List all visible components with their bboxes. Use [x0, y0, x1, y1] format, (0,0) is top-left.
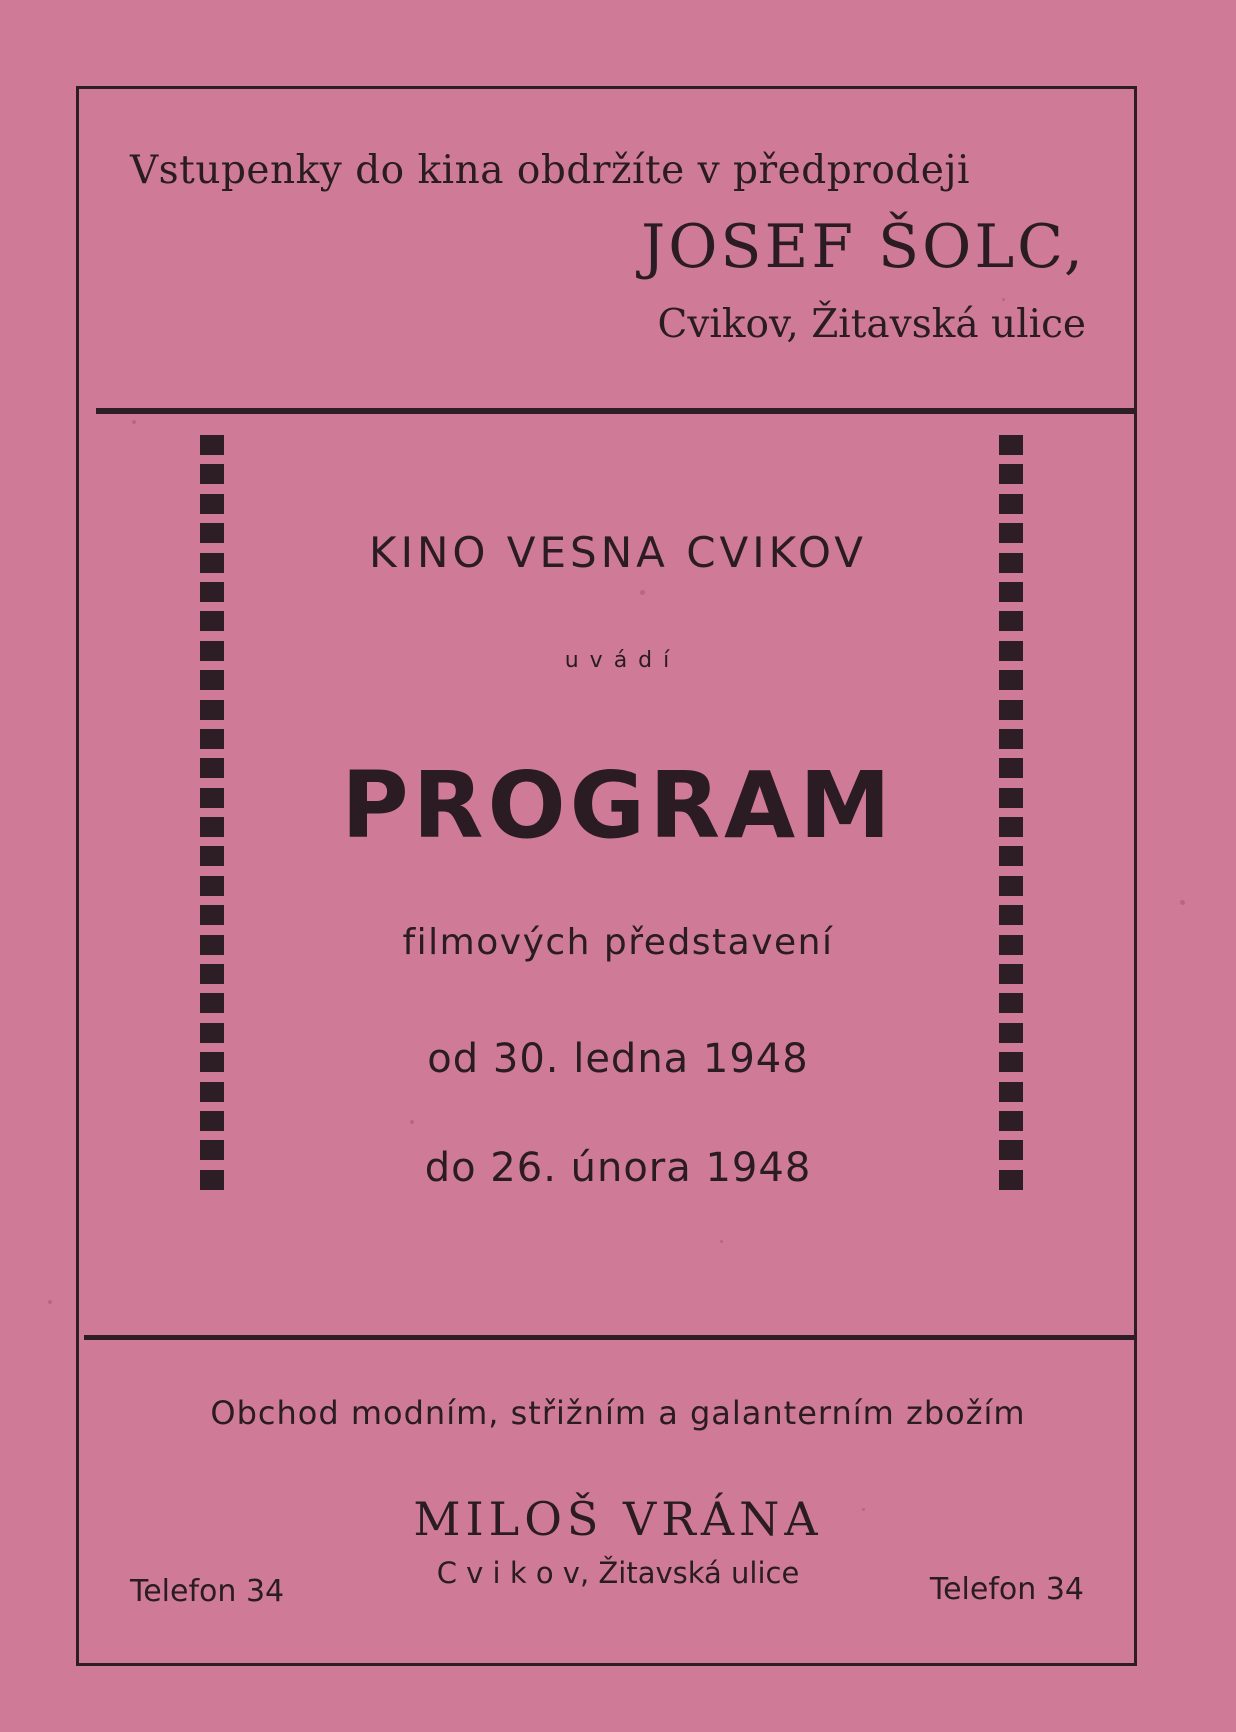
- shop-address: C v i k o v, Žitavská ulice: [436, 1556, 800, 1590]
- shop-owner: MILOŠ VRÁNA: [413, 1492, 823, 1546]
- date-from: od 30. ledna 1948: [427, 1036, 809, 1082]
- lower-divider: [84, 1335, 1134, 1340]
- shop-description: Obchod modním, střižním a galanterním zbožím: [210, 1394, 1026, 1432]
- program-title: PROGRAM: [341, 752, 895, 859]
- cinema-name: KINO VESNA CVIKOV: [369, 528, 867, 577]
- upper-divider: [96, 408, 1136, 414]
- phone-right: Telefon 34: [929, 1572, 1084, 1607]
- vendor-address: Cvikov, Žitavská ulice: [657, 302, 1086, 347]
- phone-left: Telefon 34: [130, 1574, 285, 1609]
- presents-text: u v á d í: [564, 648, 672, 673]
- vendor-name: JOSEF ŠOLC,: [641, 212, 1086, 282]
- presale-text: Vstupenky do kina obdržíte v předprodeji: [130, 148, 970, 193]
- program-subtitle: filmových představení: [402, 922, 834, 963]
- date-to: do 26. února 1948: [424, 1145, 812, 1191]
